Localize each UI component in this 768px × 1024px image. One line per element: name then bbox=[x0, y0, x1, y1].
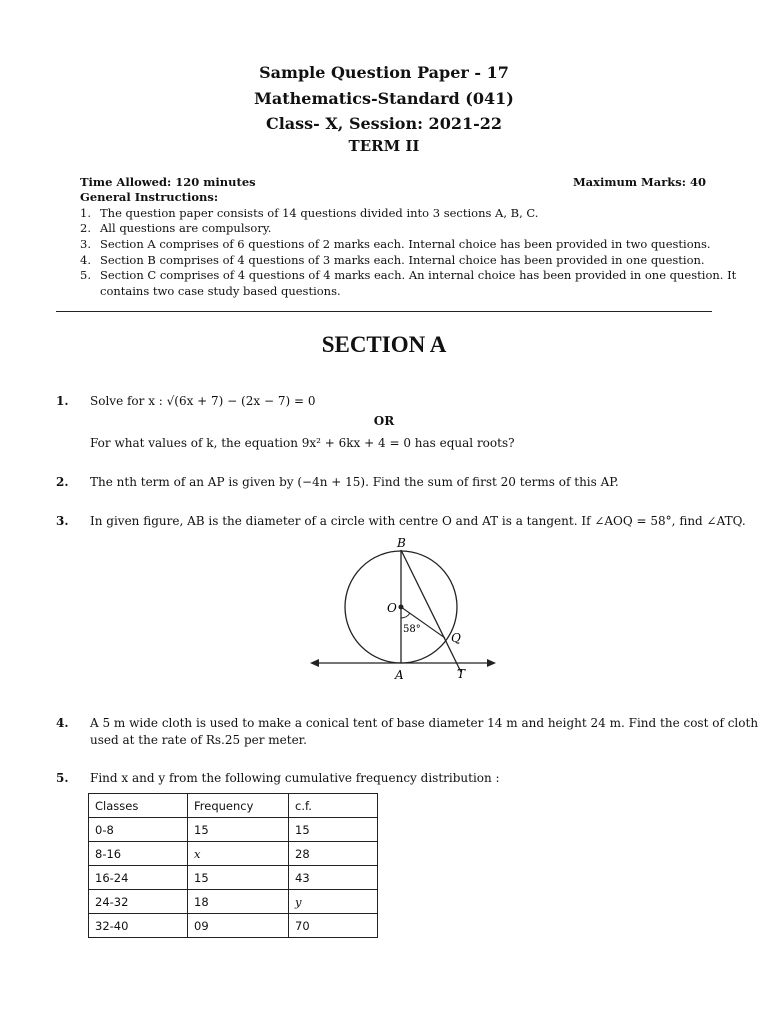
table-row bbox=[89, 890, 378, 914]
question-number: 5. bbox=[56, 771, 69, 785]
instruction-item: contains two case study based questions. bbox=[100, 284, 341, 298]
table-header-row bbox=[89, 794, 378, 818]
cumulative-frequency-table bbox=[88, 793, 378, 938]
instructions-heading: General Instructions: bbox=[80, 190, 219, 204]
table-cell: 32-40 bbox=[89, 914, 188, 938]
table-row bbox=[89, 842, 378, 866]
label-b: B bbox=[397, 536, 406, 550]
title-line-3: Class- X, Session: 2021-22 bbox=[265, 114, 502, 133]
table-cell: 24-32 bbox=[89, 890, 188, 914]
question-4-line-1: A 5 m wide cloth is used to make a conical tent of base diameter 14 m and height 24 m. Find the cost of cloth bbox=[90, 716, 759, 730]
table-cell: 16-24 bbox=[89, 866, 188, 890]
or-label: OR bbox=[373, 414, 395, 428]
table-row bbox=[89, 914, 378, 938]
question-4-line-2: used at the rate of Rs.25 per meter. bbox=[90, 733, 307, 747]
question-3-text: In given figure, AB is the diameter of a circle with centre O and AT is a tangent. If ∠AOQ = 58°, find ∠ATQ. bbox=[90, 514, 746, 528]
arrow-right-icon bbox=[487, 659, 496, 667]
table-cell: 43 bbox=[289, 866, 378, 890]
time-allowed: Time Allowed: 120 minutes bbox=[80, 175, 256, 189]
title-line-1: Sample Question Paper - 17 bbox=[259, 63, 509, 82]
instruction-item: 2. All questions are compulsory. bbox=[80, 221, 272, 235]
table-cell: 15 bbox=[188, 866, 289, 890]
table-header: Frequency bbox=[188, 794, 289, 818]
table-row bbox=[89, 866, 378, 890]
table-cell: 70 bbox=[289, 914, 378, 938]
arrow-left-icon bbox=[310, 659, 319, 667]
angle-label: 58° bbox=[403, 624, 421, 635]
centre-dot bbox=[399, 605, 404, 610]
question-5-text: Find x and y from the following cumulative frequency distribution : bbox=[90, 771, 500, 785]
table-cell: y bbox=[289, 890, 378, 914]
question-2-text: The nth term of an AP is given by (−4n + 15). Find the sum of first 20 terms of this AP. bbox=[90, 475, 619, 489]
label-t: T bbox=[457, 667, 466, 681]
angle-arc bbox=[401, 613, 410, 618]
table-cell: 0-8 bbox=[89, 818, 188, 842]
label-q: Q bbox=[451, 631, 461, 645]
section-title: SECTION A bbox=[321, 332, 447, 357]
title-line-2: Mathematics-Standard (041) bbox=[254, 89, 514, 108]
instruction-item: 5. Section C comprises of 4 questions of 4 marks each. An internal choice has been provided in one question. It bbox=[80, 268, 737, 282]
question-number: 3. bbox=[56, 514, 69, 528]
title-line-4: TERM II bbox=[348, 137, 420, 155]
table-row bbox=[89, 818, 378, 842]
question-1-text: Solve for x : √(6x + 7) − (2x − 7) = 0 bbox=[90, 394, 316, 408]
table-cell: 8-16 bbox=[89, 842, 188, 866]
table-cell: 15 bbox=[188, 818, 289, 842]
table-cell: 28 bbox=[289, 842, 378, 866]
instruction-item: 1. The question paper consists of 14 questions divided into 3 sections A, B, C. bbox=[80, 206, 539, 220]
circle-tangent-figure bbox=[300, 534, 510, 684]
section-divider bbox=[56, 311, 712, 312]
label-o: O bbox=[387, 601, 397, 615]
table-cell: x bbox=[188, 842, 289, 866]
table-header: c.f. bbox=[289, 794, 378, 818]
table-cell: 18 bbox=[188, 890, 289, 914]
question-1-alternative: For what values of k, the equation 9x² + 6kx + 4 = 0 has equal roots? bbox=[90, 436, 515, 450]
maximum-marks: Maximum Marks: 40 bbox=[572, 175, 706, 189]
table-cell: 15 bbox=[289, 818, 378, 842]
instruction-item: 4. Section B comprises of 4 questions of 3 marks each. Internal choice has been provided in one question. bbox=[80, 253, 705, 267]
label-a: A bbox=[395, 668, 404, 682]
question-number: 2. bbox=[56, 475, 69, 489]
instruction-item: 3. Section A comprises of 6 questions of 2 marks each. Internal choice has been provided in two questions. bbox=[80, 237, 711, 251]
question-number: 1. bbox=[56, 394, 69, 408]
table-cell: 09 bbox=[188, 914, 289, 938]
table-header: Classes bbox=[89, 794, 188, 818]
question-number: 4. bbox=[56, 716, 69, 730]
